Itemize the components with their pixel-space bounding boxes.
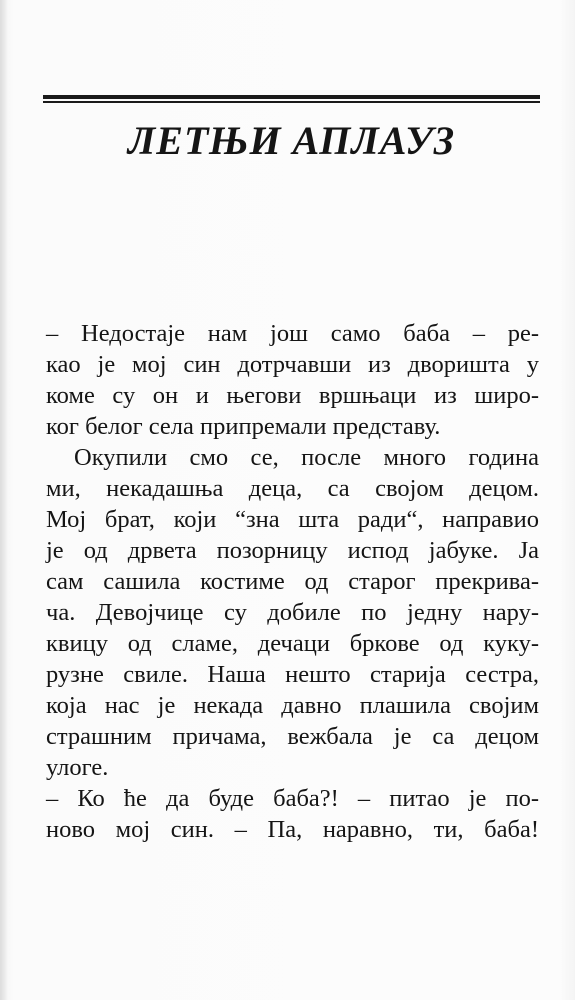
text-line: улоге.: [46, 754, 109, 781]
text-line: – Ко ће да буде баба?! – питао је по-: [46, 785, 539, 812]
text-line: квицу од сламе, дечаци бркове од куку-: [46, 630, 539, 657]
text-line: је од дрвета позорницу испод јабуке. Ја: [46, 537, 539, 564]
text-line: – Недостаје нам још само баба – ре-: [46, 320, 539, 347]
text-line: Окупили смо се, после много година: [74, 444, 539, 471]
text-line: коме су он и његови вршњаци из широ-: [46, 382, 539, 409]
text-line: која нас је некада давно плашила својим: [46, 692, 539, 719]
text-line: ког белог села припремали представу.: [46, 413, 441, 440]
text-line: рузне свиле. Наша нешто старија сестра,: [46, 661, 539, 688]
title-rule-thin: [43, 101, 540, 103]
text-line: ми, некадашња деца, са својом децом.: [46, 475, 539, 502]
title-rule-thick: [43, 95, 540, 99]
page-spine-shadow: [0, 0, 8, 1000]
text-line: Мој брат, који “зна шта ради“, направио: [46, 506, 539, 533]
text-line: сам сашила костиме од старог прекрива-: [46, 568, 539, 595]
text-line: ново мој син. – Па, наравно, ти, баба!: [46, 816, 539, 843]
text-line: страшним причама, вежбала је са децом: [46, 723, 539, 750]
page-title: ЛЕТЊИ АПЛАУЗ: [127, 118, 456, 163]
text-line: као је мој син дотрчавши из дворишта у: [46, 351, 539, 378]
body-text: [46, 318, 539, 845]
text-line: ча. Девојчице су добиле по једну нару-: [46, 599, 539, 626]
